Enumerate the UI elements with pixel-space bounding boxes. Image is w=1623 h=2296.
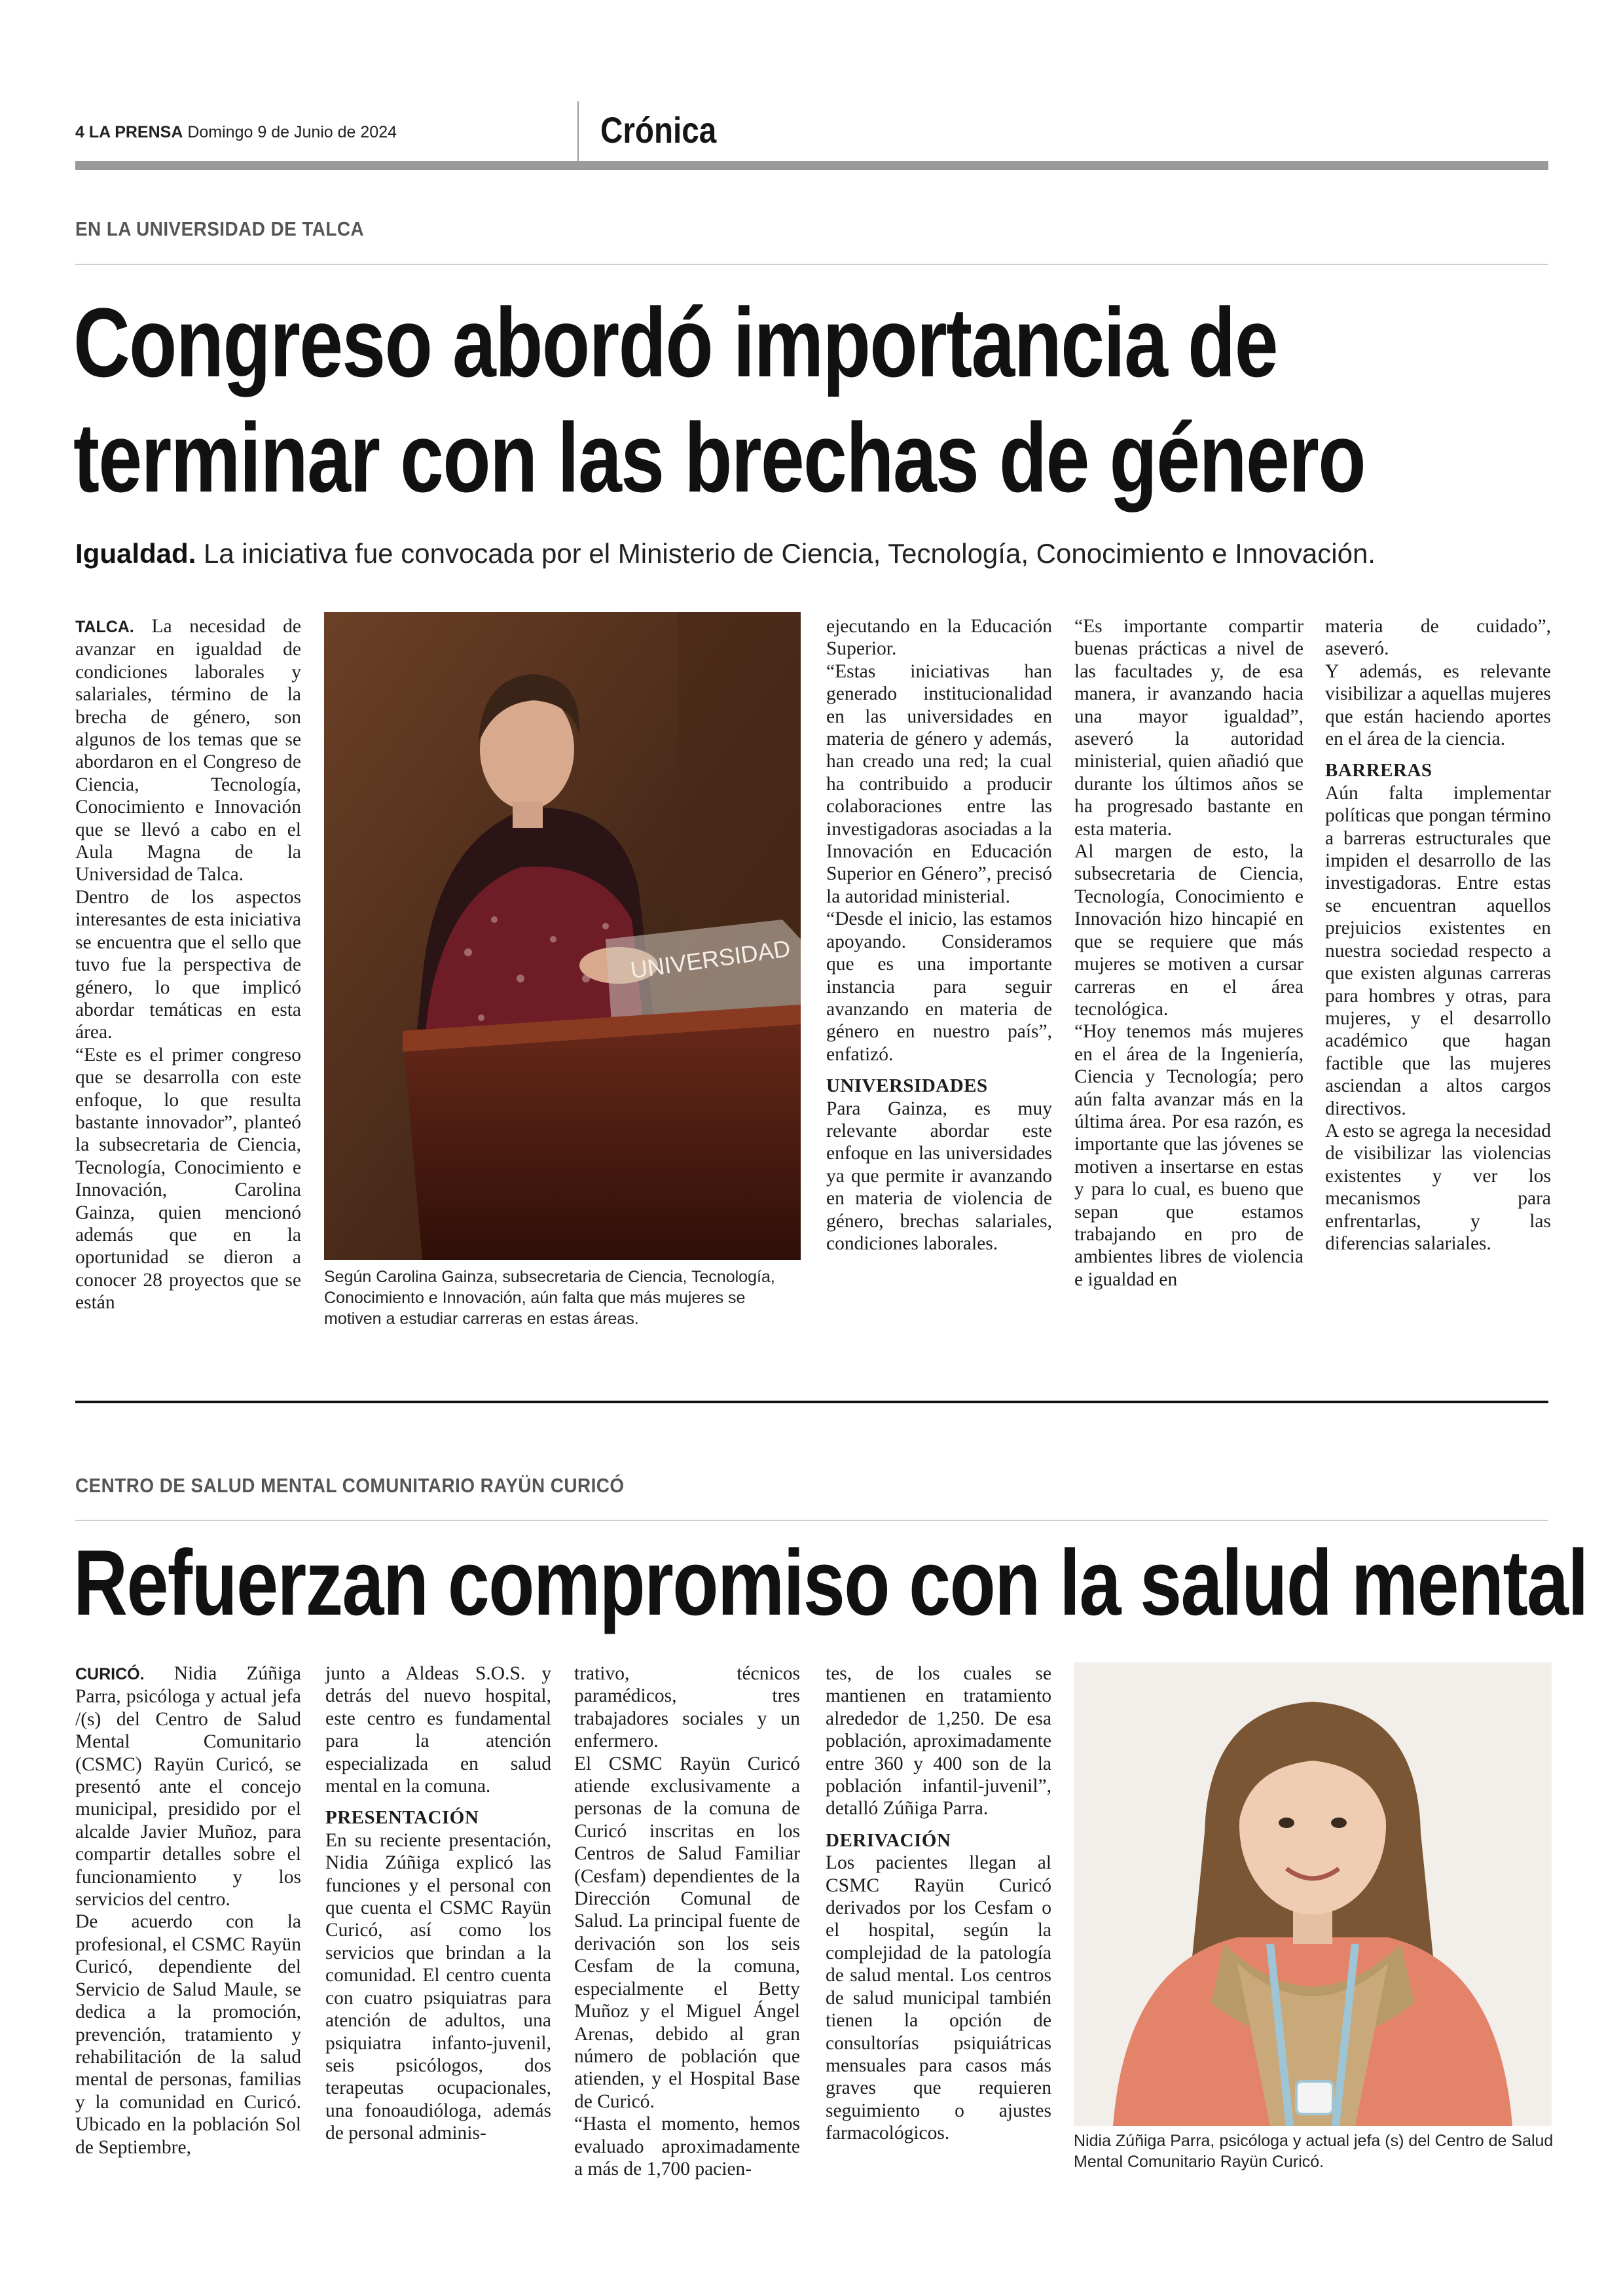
article2-paragraph: El CSMC Rayün Curicó atiende exclusivamente a personas de la comuna de Curicó inscritas en los Centros de Salud Familiar (Cesfam) dependientes de la Dirección Comunal de Salud. La principal fuente de derivación son los seis Cesfam de la comuna, especialmente el Betty Muñoz y el Miguel Ángel Arenas, debido al gran número de población que atienden, y el Hospital Base de Curicó. [574,1753,800,2112]
article2-column-3 [574,1662,800,2180]
article2-headline: Refuerzan compromiso con la salud mental [73,1531,1588,1635]
article1-paragraph: A esto se agrega la necesidad de visibilizar las violencias existentes y ver los mecanismos para enfrentarlas, y las diferencias salariales. [1325,1120,1551,1254]
article2-photo [1074,1662,1552,2126]
article2-paragraph: Los pacientes llegan al CSMC Rayün Curicó derivados por los Cesfam o el hospital, según la complejidad de la patología de salud mental. Los centros de salud municipal también tienen la opción de consultorías psiquiátricas mensuales para casos más graves que requieren seguimiento o ajustes farmacológicos. [826,1852,1051,2144]
article2-column-2 [325,1662,551,2145]
article1-paragraph: “Este es el primer congreso que se desarrolla con este enfoque, lo que resulta bastante innovador”, planteó la subsecretaria de Ciencia, Tecnología, Conocimiento e Innovación, Carolina Gainza, quien mencionó además que en la oportunidad se dieron a conocer 28 proyectos que se están [75,1044,301,1314]
article1-paragraph: ejecutando en la Educación Superior. [826,616,1052,660]
article1-photo-caption: Según Carolina Gainza, subsecretaria de Ciencia, Tecnología, Conocimiento e Innovación, aún falta que más mujeres se motiven a estudiar carreras en estas áreas. [324,1268,775,1328]
article-separator [75,1401,1548,1403]
article2-dateline: CURICÓ. [75,1665,145,1683]
publication-name: LA PRENSA [88,123,183,141]
portrait-illustration [1074,1662,1552,2126]
article2-paragraph: De acuerdo con la profesional, el CSMC Rayün Curicó, dependiente del Servicio de Salud Maule, se dedica a la promoción, prevención, tratamiento y rehabilitación de la salud mental de personas, familias y la comunidad en Curicó. Ubicado en la población Sol de Septiembre, [75,1911,301,2158]
article1-paragraph: La necesidad de avanzar en igualdad de condiciones laborales y salariales, término de la brecha de género, son algunos de los temas que se abordaron en el Congreso de Ciencia, Tecnología, Conocimiento e Innovación que se llevó a cabo en el Aula Magna de la Universidad de Talca. [75,616,302,886]
masthead-line [75,123,397,142]
article2-subheading-derivacion: DERIVACIÓN [826,1829,951,1851]
issue-date: Domingo 9 de Junio de 2024 [187,123,397,141]
article1-subhead-label: Igualdad. [75,538,196,569]
article1-kicker-rule [75,264,1548,265]
header-divider [577,101,579,162]
article1-paragraph: Al margen de esto, la subsecretaria de Ciencia, Tecnología, Conocimiento e Innovación hizo hincapié en que se requiere que más mujeres se motiven a cursar carreras en el área tecnológica. [1074,841,1304,1020]
podium-sign-text: UNIVERSIDAD [629,935,792,984]
article1-column-4 [1074,615,1304,1291]
article1-subheading-universidades: UNIVERSIDADES [826,1075,988,1097]
article1-headline-line2: terminar con las brechas de género [73,403,1366,512]
article1-paragraph: “Hoy tenemos más mujeres en el área de la Ingeniería, Ciencia y Tecnología; pero aún falta avanzar más en la última área. Por esa razón, es importante que las jóvenes se motiven a insertarse en estas y para lo cual, es bueno que sepan que estamos trabajando en pro de ambientes libres de violencia e igualdad en [1074,1021,1304,1290]
article1-dateline: TALCA. [75,618,134,636]
article2-paragraph: “Hasta el momento, hemos evaluado aproximadamente a más de 1,700 pacien- [574,2113,800,2179]
article2-paragraph: junto a Aldeas S.O.S. y detrás del nuevo hospital, este centro es fundamental para la atención especializada en salud mental en la comuna. [325,1663,551,1797]
article2-paragraph: En su reciente presentación, Nidia Zúñiga explicó las funciones y el personal con que cuenta el CSMC Rayün Curicó, así como los servicios que brindan a la comunidad. El centro cuenta con cuatro psiquiatras para atención de adultos, una psiquiatra infanto-juvenil, seis psicólogos, dos terapeutas ocupacionales, una fonoaudióloga, además de personal adminis- [325,1829,551,2144]
article2-kicker-rule [75,1520,1548,1521]
article1-subhead-text: La iniciativa fue convocada por el Ministerio de Ciencia, Tecnología, Conocimiento e Innovación. [204,538,1376,569]
article1-paragraph: “Estas iniciativas han generado institucionalidad en las universidades en materia de género y además, han creado una red; la cual ha contribuido a producir colaboraciones entre las investigadoras asociadas a la Innovación en Educación Superior en Género”, precisó la autoridad ministerial. [826,660,1052,907]
article1-column-1 [75,615,301,1314]
article2-kicker: CENTRO DE SALUD MENTAL COMUNITARIO RAYÜN CURICÓ [75,1474,625,1497]
article1-paragraph: Y además, es relevante visibilizar a aquellas mujeres que están haciendo aportes en el área de la ciencia. [1325,660,1551,750]
article1-paragraph: Para Gainza, es muy relevante abordar este enfoque en las universidades ya que permite ir avanzando en materia de violencia de género, brechas salariales, condiciones laborales. [826,1098,1052,1254]
article2-paragraph: tes, de los cuales se mantienen en tratamiento alrededor de 1,250. De esa población, aproximadamente entre 360 y 400 son de la población infantil-juvenil”, detalló Zúñiga Parra. [826,1663,1051,1820]
article1-subhead [75,538,1376,569]
article1-kicker: EN LA UNIVERSIDAD DE TALCA [75,217,365,240]
article1-headline-line1: Congreso abordó importancia de [73,287,1277,397]
page-number: 4 [75,123,84,141]
speaker-at-podium-illustration [324,612,801,1260]
article1-paragraph: Aún falta implementar políticas que pongan término a barreras estructurales que impiden el desarrollo de las investigadoras. Entre estas se encuentran aquellos prejuicios existentes en nuestra sociedad respecto a que existen algunas carreras para hombres y otras, para mujeres, y el desarrollo académico que hagan factible que las mujeres asciendan a altos cargos directivos. [1325,782,1551,1119]
article2-column-1 [75,1662,301,2159]
article1-paragraph: materia de cuidado”, aseveró. [1325,616,1551,660]
header-rule [75,161,1548,170]
article1-paragraph: “Es importante compartir buenas prácticas a nivel de las facultades y, de esa manera, ir avanzando hacia una mayor igualdad”, aseveró la autoridad ministerial, quien añadió que durante los últimos años se ha progresado bastante en esta materia. [1074,616,1304,840]
article1-column-3 [826,615,1052,1255]
section-title: Crónica [600,109,717,151]
article2-paragraph: Nidia Zúñiga Parra, psicóloga y actual jefa /(s) del Centro de Salud Mental Comunitario (CSMC) Rayün Curicó, se presentó ante el concejo municipal, presidido por el alcalde Javier Muñoz, para compartir detalles sobre el funcionamiento y los servicios del centro. [75,1663,301,1910]
article2-photo-caption: Nidia Zúñiga Parra, psicóloga y actual jefa (s) del Centro de Salud Mental Comunitario Rayün Curicó. [1074,2132,1554,2171]
article1-paragraph: “Desde el inicio, las estamos apoyando. Consideramos que es una importante instancia para seguir avanzando en materia de género en nuestro país”, enfatizó. [826,908,1052,1065]
article1-photo [324,612,801,1260]
article1-column-5 [1325,615,1551,1255]
article2-subheading-presentacion: PRESENTACIÓN [325,1807,479,1829]
article1-paragraph: Dentro de los aspectos interesantes de esta iniciativa se encuentra que el sello que tuvo fue la perspectiva de género, lo que implicó abordar temáticas en esta área. [75,886,301,1043]
article1-subheading-barreras: BARRERAS [1325,760,1432,781]
article2-column-4 [826,1662,1051,2145]
article2-paragraph: trativo, técnicos paramédicos, tres trabajadores sociales y un enfermero. [574,1663,800,1752]
